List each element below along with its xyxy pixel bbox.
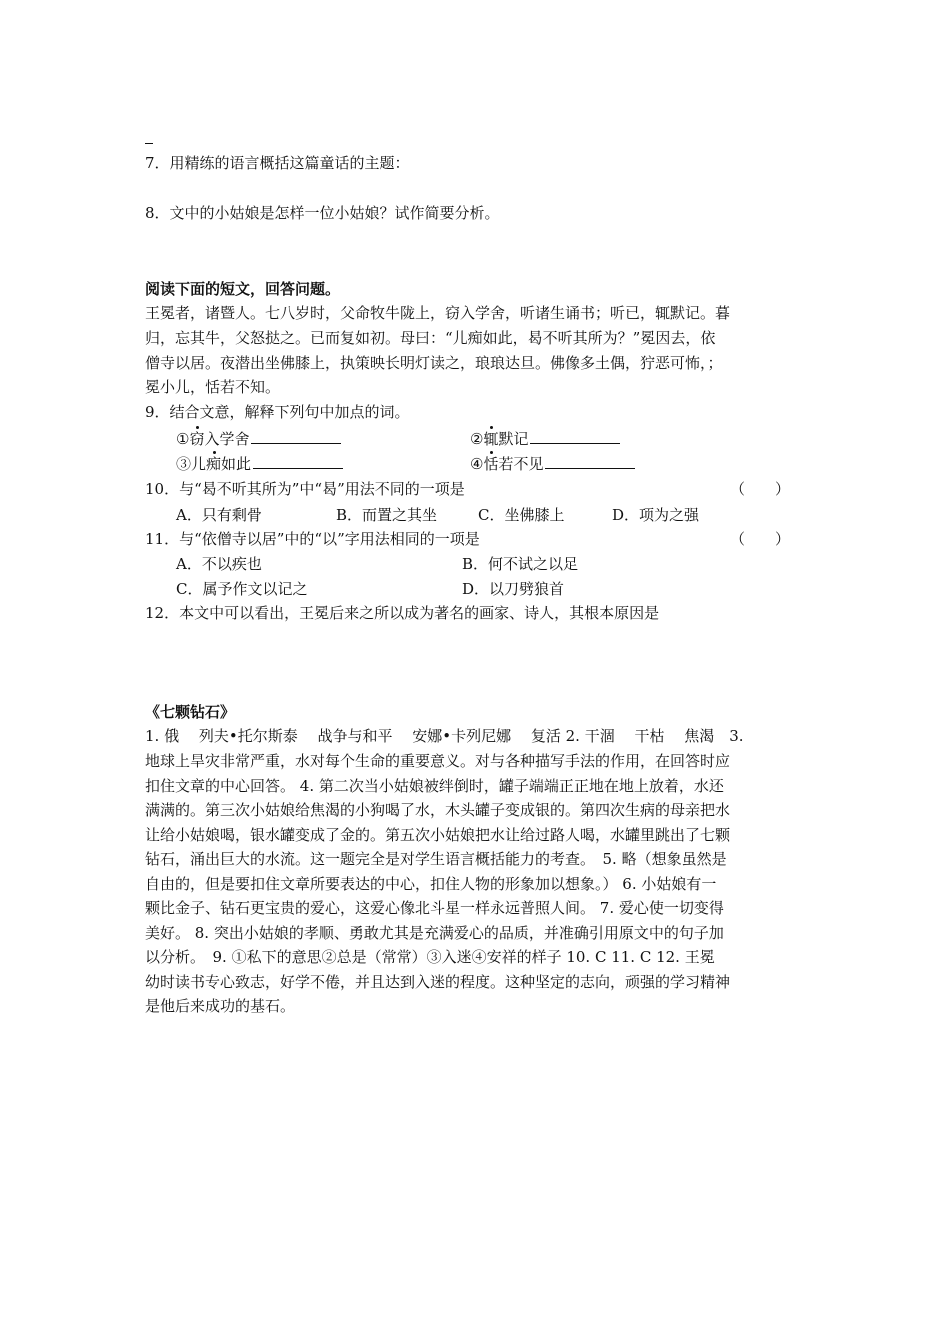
question-9-item: ③儿痴如此 [176, 452, 343, 476]
answers-line: 是他后来成功的基石。 [145, 997, 296, 1015]
answers-line: 美好。 8. 突出小姑娘的孝顺、勇敢尤其是充满爱心的品质，并准确引用原文中的句子加 [145, 924, 724, 942]
answers-line: 钻石，涌出巨大的水流。这一题完全是对学生语言概括能力的考查。 5. 略（想象虽然是 [145, 850, 727, 868]
answers-line: 自由的，但是要扣住文章所要表达的中心，扣住人物的形象加以想象。） 6. 小姑娘有一 [145, 875, 717, 893]
answers-line: 扣住文章的中心回答。 4. 第二次当小姑娘被绊倒时，罐子端端正正地在地上放着，水还 [145, 777, 724, 795]
emphasis-dot-char: 窃 [189, 430, 205, 448]
question-10-option: A．只有剩骨 [176, 506, 262, 524]
question-9-item: ①窃入学舍 [176, 427, 341, 451]
answer-blank [253, 454, 343, 469]
passage-line: 僧寺以居。夜潜出坐佛膝上，执策映长明灯读之，琅琅达旦。佛像多土偶，狞恶可怖，； [145, 354, 723, 372]
question-9-item: ②辄默记 [470, 427, 620, 451]
question-10-stem: 10．与“曷不听其所为”中“曷”用法不同的一项是 [145, 480, 465, 498]
passage-line: 冕小儿，恬若不知。 [145, 378, 281, 396]
answers-line: 幼时读书专心致志，好学不倦，并且达到入迷的程度。这种坚定的志向，顽强的学习精神 [145, 973, 731, 991]
answer-parentheses: （ ） [730, 480, 791, 498]
answers-line: 满满的。第三次小姑娘给焦渴的小狗喝了水，木头罐子变成银的。第四次生病的母亲把水 [145, 801, 731, 819]
answer-blank [545, 454, 635, 469]
question-9-item: ④恬若不见 [470, 452, 635, 476]
question-11-option: A．不以疾也 [176, 555, 262, 573]
answers-line: 地球上旱灾非常严重，水对每个生命的重要意义。对与各种描写手法的作用，在回答时应 [145, 752, 731, 770]
question-7: 7．用精练的语言概括这篇童话的主题： [145, 154, 410, 172]
question-10-option: B．而置之其坐 [336, 506, 438, 524]
stray-dash-mark [145, 143, 153, 144]
question-11-option: C．属予作文以记之 [176, 580, 308, 598]
emphasis-dot-char: 辄 [483, 430, 499, 448]
question-10-option: D．项为之强 [612, 506, 700, 524]
answer-blank [251, 429, 341, 444]
question-10-option: C．坐佛膝上 [478, 506, 565, 524]
answer-parentheses: （ ） [730, 530, 791, 548]
passage-line: 归，忘其牛，父怒挞之。已而复如初。母曰：“儿痴如此，曷不听其所为？”冕因去，依 [145, 329, 716, 347]
emphasis-dot-char: 恬 [483, 455, 499, 473]
answers-line: 颗比金子、钻石更宝贵的爱心，这爱心像北斗星一样永远普照人间。 7. 爱心使一切变得 [145, 899, 724, 917]
question-9-stem: 9．结合文意，解释下列句中加点的词。 [145, 403, 410, 421]
answers-line: 以分析。 9. ①私下的意思②总是（常常）③入迷④安祥的样子 10. C 11. C 12. 王冕 [145, 948, 715, 966]
question-11-option: B．何不试之以足 [462, 555, 579, 573]
question-11-option: D．以刀劈狼首 [462, 580, 565, 598]
answer-blank [530, 429, 620, 444]
reading-heading: 阅读下面的短文，回答问题。 [145, 280, 341, 298]
question-11-stem: 11．与“依僧寺以居”中的“以”字用法相同的一项是 [145, 530, 480, 548]
emphasis-dot-char: 痴 [206, 455, 222, 473]
question-8: 8．文中的小姑娘是怎样一位小姑娘？试作简要分析。 [145, 204, 500, 222]
question-12: 12．本文中可以看出，王冕后来之所以成为著名的画家、诗人，其根本原因是 [145, 604, 660, 622]
answers-title: 《七颗钻石》 [145, 703, 236, 721]
answers-line: 让给小姑娘喝，银水罐变成了金的。第五次小姑娘把水让给过路人喝，水罐里跳出了七颗 [145, 826, 731, 844]
passage-line: 王冕者，诸暨人。七八岁时，父命牧牛陇上，窃入学舍，听诸生诵书；听已，辄默记。暮 [145, 304, 731, 322]
answers-line: 1. 俄 列夫•托尔斯泰 战争与和平 安娜•卡列尼娜 复活 2. 干涸 干枯 焦渴 3. [145, 727, 744, 745]
